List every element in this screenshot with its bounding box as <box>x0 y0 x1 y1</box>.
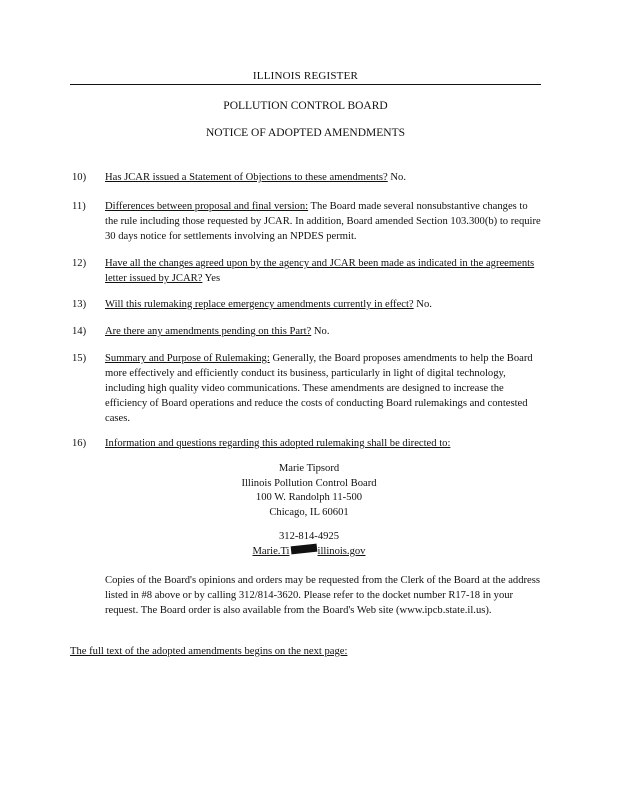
contact-block <box>0 462 618 520</box>
item-number: 13) <box>72 299 87 310</box>
email-suffix: illinois.gov <box>317 545 366 557</box>
notice-title: NOTICE OF ADOPTED AMENDMENTS <box>205 127 406 139</box>
board-title: POLLUTION CONTROL BOARD <box>223 100 388 112</box>
item-text: No. <box>313 326 330 337</box>
item-number: 16) <box>72 438 87 449</box>
contact-org: Illinois Pollution Control Board <box>241 477 377 489</box>
redaction-mark <box>290 543 317 554</box>
item-number: 12) <box>72 258 87 269</box>
item-number: 15) <box>72 353 87 364</box>
register-header: ILLINOIS REGISTER <box>252 70 359 82</box>
item-text: Yes <box>204 273 221 284</box>
header-rule <box>70 84 541 85</box>
item-text: No. <box>416 299 432 310</box>
item-label: Differences between proposal and final version: <box>105 201 309 212</box>
item-body <box>105 351 542 426</box>
item-body <box>105 170 542 185</box>
contact-phone-block <box>0 530 618 559</box>
item-label: Information and questions regarding this adopted rulemaking shall be directed to: <box>105 438 451 449</box>
email-prefix: Marie.Ti <box>252 545 290 557</box>
item-label: Have all the changes agreed upon by the agency and JCAR been made as indicated in the agreements letter issued by JCAR? <box>105 258 535 284</box>
item-label: Has JCAR issued a Statement of Objections to these amendments? <box>105 172 388 183</box>
item-number: 14) <box>72 326 87 337</box>
contact-city: Chicago, IL 60601 <box>269 506 349 518</box>
item-body <box>105 324 542 339</box>
item-body <box>105 256 542 286</box>
item-label: Summary and Purpose of Rulemaking: <box>105 353 270 364</box>
item-number: 11) <box>72 201 86 212</box>
item-body <box>105 297 542 312</box>
item-text: The Board made several nonsubstantive changes to the rule including those requested by JCAR. In addition, Board amended Section 103.300(b) to require 30 days notice for settlements involving an NPDES permit. <box>105 201 541 242</box>
copies-paragraph: Copies of the Board's opinions and orders may be requested from the Clerk of the Board at the address listed in #8 above or by calling 312/814-3620. Please refer to the docket number R17-18 in your request. The Board order is also available from the Board's Web site (www.ipcb.state.il.us). <box>105 575 540 616</box>
item-label: Are there any amendments pending on this Part? <box>105 326 312 337</box>
contact-email[interactable] <box>0 545 618 560</box>
contact-name: Marie Tipsord <box>278 463 340 474</box>
final-line: The full text of the adopted amendments begins on the next page: <box>70 646 348 657</box>
item-label: Will this rulemaking replace emergency amendments currently in effect? <box>105 299 414 310</box>
contact-phone: 312-814-4925 <box>278 531 340 542</box>
item-text: No. <box>390 172 407 183</box>
item-body <box>105 436 542 451</box>
item-body <box>105 199 542 244</box>
item-text: Generally, the Board proposes amendments to help the Board more effectively and efficiently conduct its business, particularly in light of digital technology, including high quality video communications. These amendments are designed to increase the efficiency of Board operations and reduce the costs of conducting Board rulemakings and contested cases. <box>105 353 533 424</box>
item-number: 10) <box>72 172 87 183</box>
contact-street: 100 W. Randolph 11-500 <box>255 492 363 503</box>
